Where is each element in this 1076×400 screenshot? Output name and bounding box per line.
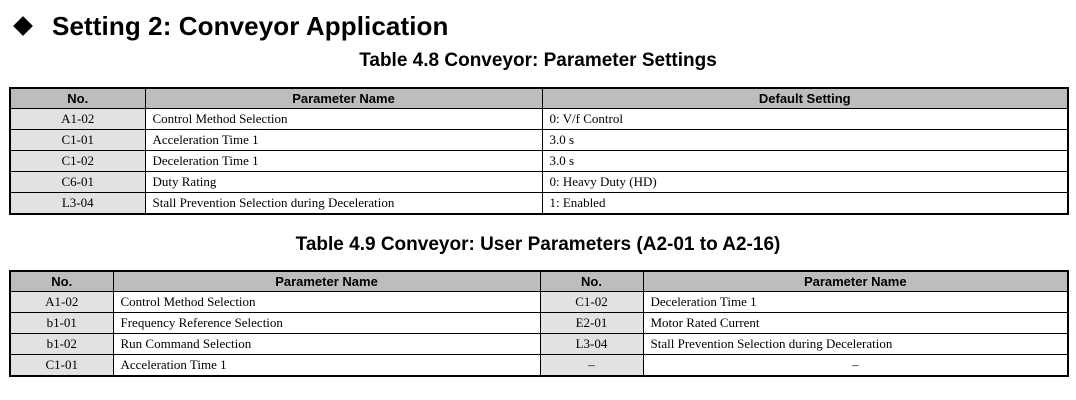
- parameter-no-cell: L3-04: [540, 334, 643, 355]
- table-row: [10, 172, 1068, 193]
- parameter-no-cell: A1-02: [10, 292, 113, 313]
- parameter-name-cell: Frequency Reference Selection: [113, 313, 540, 334]
- table-row: [10, 130, 1068, 151]
- parameter-name-cell: Control Method Selection: [145, 109, 542, 130]
- column-header-default-setting: Default Setting: [542, 88, 1068, 109]
- parameter-no-cell: b1-01: [10, 313, 113, 334]
- parameter-no-cell: A1-02: [10, 109, 145, 130]
- parameter-no-cell: b1-02: [10, 334, 113, 355]
- parameter-name-cell: Stall Prevention Selection during Deceleration: [643, 334, 1068, 355]
- parameter-no-cell: L3-04: [10, 193, 145, 215]
- parameter-name-cell: Motor Rated Current: [643, 313, 1068, 334]
- table-row: [10, 355, 1068, 377]
- default-setting-cell: 3.0 s: [542, 130, 1068, 151]
- parameter-name-cell: Run Command Selection: [113, 334, 540, 355]
- column-header-parameter-name-right: Parameter Name: [643, 271, 1068, 292]
- default-setting-cell: 0: V/f Control: [542, 109, 1068, 130]
- table-4-9-caption: Table 4.9 Conveyor: User Parameters (A2-01 to A2-16): [295, 234, 781, 255]
- column-header-no-right: No.: [540, 271, 643, 292]
- parameter-name-cell: Duty Rating: [145, 172, 542, 193]
- column-header-no: No.: [10, 88, 145, 109]
- parameter-no-cell: E2-01: [540, 313, 643, 334]
- table-header-row: [10, 88, 1068, 109]
- parameter-no-cell: C1-02: [540, 292, 643, 313]
- section-heading: [14, 8, 449, 44]
- table-row: [10, 334, 1068, 355]
- parameter-name-cell: Deceleration Time 1: [643, 292, 1068, 313]
- table-row: [10, 292, 1068, 313]
- parameter-no-cell: C1-01: [10, 130, 145, 151]
- table-row: [10, 313, 1068, 334]
- parameter-name-cell: Acceleration Time 1: [113, 355, 540, 377]
- parameter-name-cell: Acceleration Time 1: [145, 130, 542, 151]
- table-4-8-caption: Table 4.8 Conveyor: Parameter Settings: [359, 50, 717, 71]
- user-parameters-table: [9, 270, 1069, 377]
- table-row: [10, 193, 1068, 215]
- table-row: [10, 151, 1068, 172]
- column-header-parameter-name-left: Parameter Name: [113, 271, 540, 292]
- parameter-name-cell: –: [643, 355, 1068, 377]
- parameter-no-cell: C6-01: [10, 172, 145, 193]
- default-setting-cell: 0: Heavy Duty (HD): [542, 172, 1068, 193]
- parameter-no-cell: C1-01: [10, 355, 113, 377]
- section-title: Setting 2: Conveyor Application: [52, 10, 449, 41]
- diamond-bullet-icon: [13, 16, 33, 36]
- parameter-name-cell: Stall Prevention Selection during Deceleration: [145, 193, 542, 215]
- table-row: [10, 109, 1068, 130]
- column-header-no-left: No.: [10, 271, 113, 292]
- parameter-settings-table: [9, 87, 1069, 215]
- parameter-no-cell: –: [540, 355, 643, 377]
- column-header-parameter-name: Parameter Name: [145, 88, 542, 109]
- parameter-no-cell: C1-02: [10, 151, 145, 172]
- parameter-name-cell: Control Method Selection: [113, 292, 540, 313]
- parameter-name-cell: Deceleration Time 1: [145, 151, 542, 172]
- default-setting-cell: 1: Enabled: [542, 193, 1068, 215]
- default-setting-cell: 3.0 s: [542, 151, 1068, 172]
- table-header-row: [10, 271, 1068, 292]
